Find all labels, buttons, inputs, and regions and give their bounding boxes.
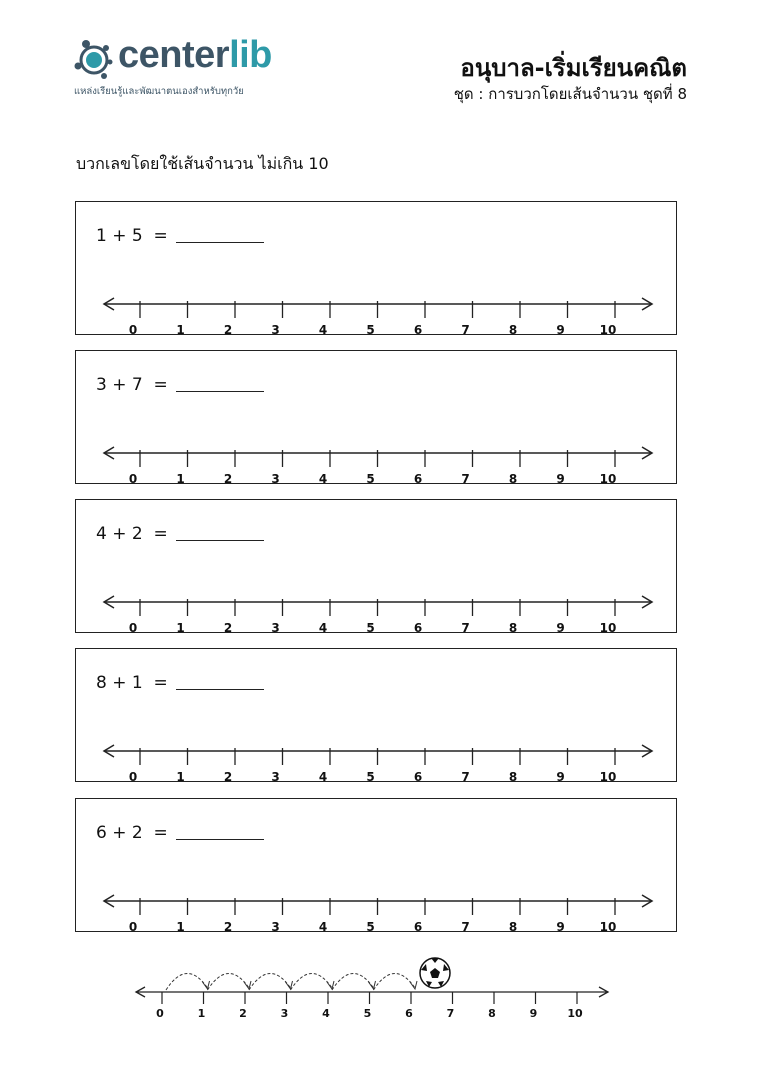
tick-label: 10	[599, 621, 617, 632]
tick-label: 9	[556, 472, 565, 483]
tick-label: 0	[128, 323, 138, 334]
problem-box	[75, 499, 677, 633]
addend-b: 7	[131, 375, 143, 395]
tick-label: 5	[366, 472, 375, 483]
tick-label: 2	[223, 770, 233, 781]
hop-arc	[166, 973, 208, 990]
tick-label: 2	[223, 323, 233, 334]
number-line	[76, 284, 676, 334]
tick-label: 4	[318, 472, 328, 483]
tick-label: 8	[488, 1007, 496, 1020]
tick-label: 3	[271, 472, 280, 483]
tick-label: 0	[128, 472, 138, 483]
tick-label: 3	[271, 621, 280, 632]
tick-label: 2	[223, 621, 233, 632]
hop-arc	[332, 973, 374, 990]
tick-label: 10	[599, 920, 617, 931]
tick-label: 9	[556, 323, 565, 334]
tick-label: 2	[239, 1007, 247, 1020]
tick-label: 9	[556, 621, 565, 632]
problem-box	[75, 648, 677, 782]
problem-equation	[96, 524, 168, 544]
tick-label: 1	[176, 472, 185, 483]
hop-arc	[249, 973, 291, 990]
plus-sign: +	[112, 375, 127, 395]
answer-blank[interactable]	[176, 839, 264, 840]
tick-label: 7	[446, 1007, 455, 1020]
tick-label: 4	[318, 323, 328, 334]
answer-blank[interactable]	[176, 391, 264, 392]
logo-text-main: center	[118, 34, 230, 76]
addend-b: 2	[131, 823, 143, 843]
page-subtitle: ชุด : การบวกโดยเส้นจำนวน ชุดที่ 8	[453, 85, 687, 103]
tick-label: 1	[176, 621, 185, 632]
tick-label: 6	[413, 323, 423, 334]
logo-text-accent: lib	[229, 34, 272, 76]
problem-box	[75, 201, 677, 335]
tick-label: 8	[508, 770, 518, 781]
soccer-ball-icon	[420, 958, 450, 988]
tick-label: 8	[508, 920, 518, 931]
problem-equation	[96, 823, 168, 843]
tick-label: 4	[322, 1007, 330, 1020]
tick-label: 10	[599, 472, 617, 483]
tick-label: 6	[413, 920, 423, 931]
tick-label: 7	[461, 621, 470, 632]
hop-arc	[374, 973, 416, 990]
tick-label: 7	[461, 770, 470, 781]
centerlib-logo-icon	[72, 36, 116, 84]
answer-blank[interactable]	[176, 242, 264, 243]
number-line	[76, 582, 676, 632]
tick-label: 6	[413, 770, 423, 781]
tick-label: 0	[128, 770, 138, 781]
tick-label: 0	[128, 920, 138, 931]
tick-label: 3	[271, 323, 280, 334]
plus-sign: +	[112, 673, 127, 693]
addend-a: 6	[96, 823, 107, 843]
example-number-line	[0, 955, 763, 1025]
number-line	[76, 881, 676, 931]
equals-sign: =	[153, 823, 168, 843]
problem-equation	[96, 673, 168, 693]
tick-label: 1	[176, 323, 185, 334]
problem-box	[75, 350, 677, 484]
logo-tagline: แหล่งเรียนรู้และพัฒนาตนเองสำหรับทุกวัย	[74, 86, 244, 97]
tick-label: 5	[366, 621, 375, 632]
tick-label: 8	[508, 323, 518, 334]
addend-a: 4	[96, 524, 107, 544]
hop-arc	[208, 973, 250, 990]
tick-label: 4	[318, 621, 328, 632]
tick-label: 10	[599, 323, 617, 334]
tick-label: 7	[461, 472, 470, 483]
problem-equation	[96, 226, 168, 246]
tick-label: 6	[413, 472, 423, 483]
addend-a: 1	[96, 226, 107, 246]
equals-sign: =	[153, 673, 168, 693]
addend-b: 1	[131, 673, 143, 693]
equals-sign: =	[153, 226, 168, 246]
number-line	[76, 731, 676, 781]
tick-label: 9	[556, 920, 565, 931]
addend-a: 8	[96, 673, 107, 693]
number-line	[76, 433, 676, 483]
tick-label: 2	[223, 920, 233, 931]
plus-sign: +	[112, 823, 127, 843]
tick-label: 3	[271, 920, 280, 931]
tick-label: 10	[567, 1007, 583, 1020]
plus-sign: +	[112, 226, 127, 246]
tick-label: 3	[271, 770, 280, 781]
instruction-text: บวกเลขโดยใช้เส้นจำนวน ไม่เกิน 10	[76, 154, 329, 173]
logo	[72, 34, 312, 104]
addend-b: 2	[131, 524, 143, 544]
tick-label: 9	[556, 770, 565, 781]
equals-sign: =	[153, 524, 168, 544]
tick-label: 6	[413, 621, 423, 632]
tick-label: 4	[318, 920, 328, 931]
logo-wordmark	[118, 34, 272, 77]
page-title: อนุบาล-เริ่มเรียนคณิต	[460, 54, 687, 82]
problem-equation	[96, 375, 168, 395]
equals-sign: =	[153, 375, 168, 395]
tick-label: 8	[508, 472, 518, 483]
tick-label: 5	[366, 323, 375, 334]
tick-label: 7	[461, 323, 470, 334]
tick-label: 1	[197, 1007, 206, 1020]
plus-sign: +	[112, 524, 127, 544]
tick-label: 5	[366, 770, 375, 781]
tick-label: 5	[366, 920, 375, 931]
tick-label: 8	[508, 621, 518, 632]
hop-arc	[291, 973, 333, 990]
tick-label: 3	[280, 1007, 289, 1020]
answer-blank[interactable]	[176, 540, 264, 541]
addend-b: 5	[131, 226, 143, 246]
tick-label: 1	[176, 770, 185, 781]
tick-label: 4	[318, 770, 328, 781]
answer-blank[interactable]	[176, 689, 264, 690]
tick-label: 7	[461, 920, 470, 931]
tick-label: 0	[156, 1007, 164, 1020]
problem-box	[75, 798, 677, 932]
tick-label: 1	[176, 920, 185, 931]
addend-a: 3	[96, 375, 107, 395]
tick-label: 10	[599, 770, 617, 781]
tick-label: 5	[363, 1007, 372, 1020]
tick-label: 2	[223, 472, 233, 483]
tick-label: 0	[128, 621, 138, 632]
tick-label: 6	[405, 1007, 413, 1020]
tick-label: 9	[529, 1007, 538, 1020]
